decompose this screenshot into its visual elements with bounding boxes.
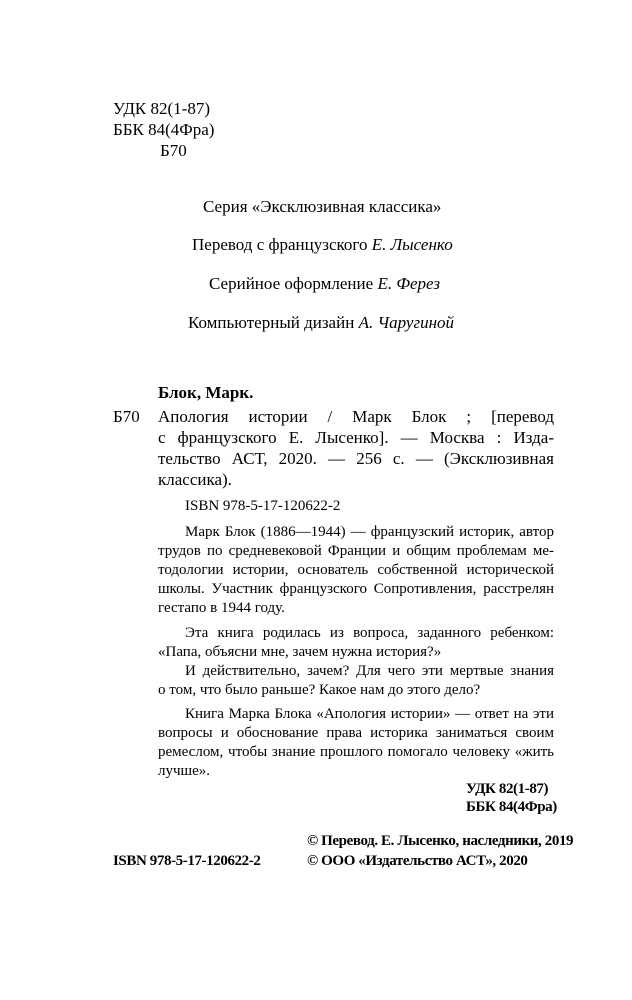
computer-design-line	[188, 312, 454, 333]
translation-line	[192, 234, 453, 255]
annotation-line: «Папа, объясни мне, зачем нужна история?»	[158, 644, 442, 660]
copyright-translation: © Перевод. Е. Лысенко, наследники, 2019	[307, 833, 574, 849]
bio-paragraph	[158, 523, 554, 618]
catalog-description	[158, 406, 554, 490]
computer-design-label: Компьютерный дизайн	[188, 313, 359, 332]
catalog-line: с французского Е. Лысенко]. — Москва : Изда-	[158, 428, 554, 447]
udk-code-top: УДК 82(1-87)	[113, 99, 210, 118]
translation-label: Перевод с французского	[192, 235, 372, 254]
annotation-line: Книга Марка Блока «Апология истории» — ответ на эти	[185, 706, 554, 722]
footer-isbn: ISBN 978-5-17-120622-2	[113, 853, 261, 869]
catalog-author: Блок, Марк.	[158, 383, 254, 402]
bio-line: трудов по средневековой Франции и общим проблемам ме-	[158, 543, 554, 559]
annotation-line: Эта книга родилась из вопроса, заданного ребенком:	[185, 625, 554, 641]
annotation-paragraph-2	[158, 705, 554, 781]
author-mark-top: Б70	[160, 141, 187, 160]
bbk-code-bottom: ББК 84(4Фра)	[466, 799, 557, 815]
catalog-line: классика).	[158, 470, 232, 489]
annotation-line: о том, что было раньше? Какое нам до этого дело?	[158, 682, 481, 698]
cover-design-line	[209, 273, 440, 294]
udk-code-bottom: УДК 82(1-87)	[466, 781, 549, 797]
cover-designer-name: Е. Ферез	[377, 274, 440, 293]
bio-line: тодологии истории, основатель собственной исторической	[158, 562, 554, 578]
catalog-line: тельство АСТ, 2020. — 256 с. — (Эксклюзивная	[158, 449, 554, 468]
copyright-publisher: © ООО «Издательство АСТ», 2020	[307, 853, 528, 869]
catalog-mark: Б70	[113, 407, 140, 426]
annotation-line: И действительно, зачем? Для чего эти мертвые знания	[185, 663, 554, 679]
translator-name: Е. Лысенко	[371, 235, 453, 254]
annotation-line: лучше».	[158, 763, 210, 779]
annotation-paragraph-1	[158, 624, 554, 700]
catalog-isbn: ISBN 978-5-17-120622-2	[185, 498, 341, 514]
bio-line: гестапо в 1944 году.	[158, 600, 285, 616]
computer-designer-name: А. Чаругиной	[358, 313, 455, 332]
annotation-line: вопросы и обоснование права историка заниматься своим	[158, 725, 554, 741]
bio-line: Марк Блок (1886—1944) — французский историк, автор	[185, 524, 554, 540]
bbk-code-top: ББК 84(4Фра)	[113, 120, 215, 139]
series-line: Серия «Эксклюзивная классика»	[203, 197, 442, 216]
cover-design-label: Серийное оформление	[209, 274, 378, 293]
bio-line: школы. Участник французского Сопротивления, расстрелян	[158, 581, 554, 597]
catalog-line: Апология истории / Марк Блок ; [перевод	[158, 407, 554, 426]
annotation-line: ремеслом, чтобы знание прошлого помогало человеку «жить	[158, 744, 554, 760]
